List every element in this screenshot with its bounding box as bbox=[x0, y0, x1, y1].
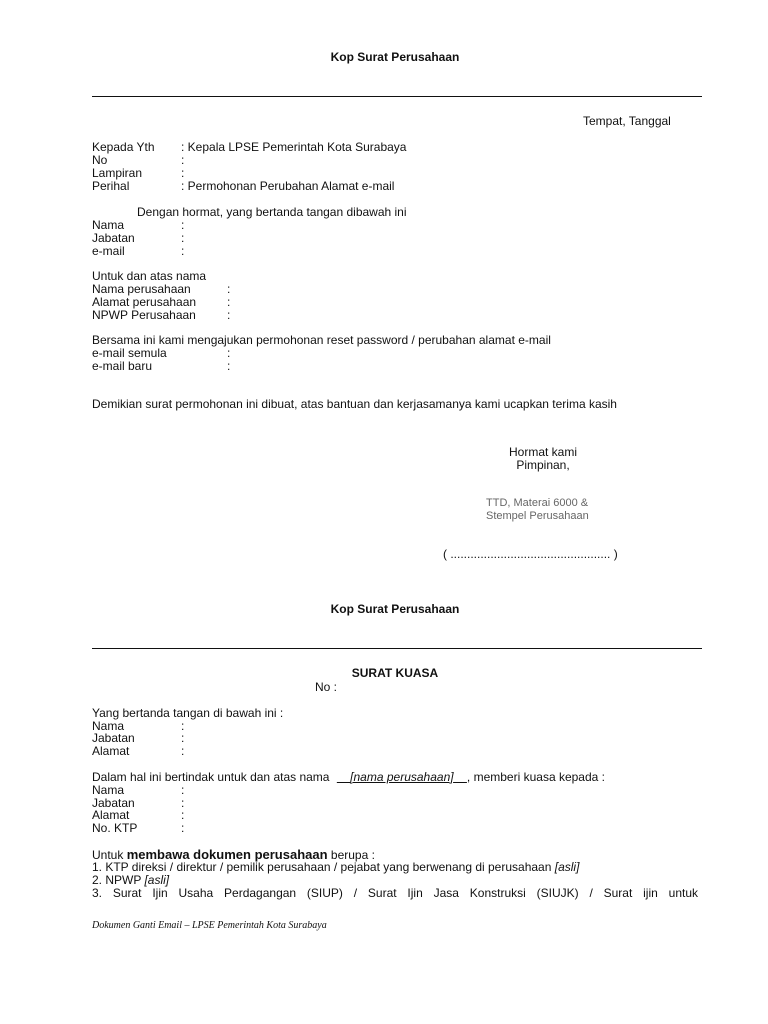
position-text: Pimpinan, bbox=[516, 458, 570, 472]
stamp-note-line2: Stempel Perusahaan bbox=[486, 510, 589, 522]
signer-value-jabatan: : bbox=[181, 231, 185, 245]
email-value-old: : bbox=[227, 346, 231, 360]
header-label-no: No bbox=[92, 153, 108, 167]
signer-label-jabatan: Jabatan bbox=[92, 231, 135, 245]
email-value-new: : bbox=[227, 359, 231, 373]
grantee-label-nama: Nama bbox=[92, 783, 125, 797]
header-label-lampiran: Lampiran bbox=[92, 166, 143, 180]
document-item-2: 2. NPWP [asli] bbox=[92, 873, 170, 887]
grantee-value-nama: : bbox=[181, 783, 185, 797]
email-label-old: e-mail semula bbox=[92, 346, 167, 360]
header-value-no: : bbox=[181, 153, 185, 167]
grantor-value-jabatan: : bbox=[181, 731, 185, 745]
header-value-lampiran: : bbox=[181, 166, 185, 180]
greeting: Dengan hormat, yang bertanda tangan dibawah ini bbox=[137, 205, 407, 219]
signer-value-nama: : bbox=[181, 218, 185, 232]
grantee-label-ktp: No. KTP bbox=[92, 821, 138, 835]
header-value-kepada: : Kepala LPSE Pemerintah Kota Surabaya bbox=[181, 140, 407, 154]
company-label-nama: Nama perusahaan bbox=[92, 282, 191, 296]
signer-value-email: : bbox=[181, 244, 185, 258]
place-date: Tempat, Tanggal bbox=[583, 114, 671, 128]
acting-suffix: , memberi kuasa kepada : bbox=[466, 770, 605, 784]
document-item-2-tag: [asli] bbox=[144, 873, 170, 887]
documents-emphasis: membawa dokumen perusahaan bbox=[126, 847, 328, 862]
email-label-new: e-mail baru bbox=[92, 359, 153, 373]
request-text: Bersama ini kami mengajukan permohonan reset password / perubahan alamat e-mail bbox=[92, 333, 551, 347]
grantee-label-alamat: Alamat bbox=[92, 808, 130, 822]
signer-label-email: e-mail bbox=[92, 244, 125, 258]
header-label-perihal: Perihal bbox=[92, 179, 130, 193]
regards-text: Hormat kami bbox=[508, 445, 577, 459]
company-label-alamat: Alamat perusahaan bbox=[92, 295, 197, 309]
grantor-intro: Yang bertanda tangan di bawah ini : bbox=[92, 706, 284, 720]
grantor-value-nama: : bbox=[181, 719, 185, 733]
grantor-label-jabatan: Jabatan bbox=[92, 731, 135, 745]
company-placeholder: [nama perusahaan] bbox=[350, 770, 454, 784]
surat-kuasa-title: SURAT KUASA bbox=[351, 666, 439, 680]
letter2-kop-title: Kop Surat Perusahaan bbox=[330, 602, 460, 616]
page-footer: Dokumen Ganti Email – LPSE Pemerintah Kota Surabaya bbox=[92, 920, 327, 931]
grantee-value-ktp: : bbox=[181, 821, 185, 835]
documents-intro: Untuk membawa dokumen perusahaan berupa : bbox=[92, 847, 375, 862]
company-value-npwp: : bbox=[227, 308, 231, 322]
document-item-3: 3. Surat Ijin Usaha Perdagangan (SIUP) / Surat Ijin Jasa Konstruksi (SIUJK) / Surat ijin untuk bbox=[92, 886, 698, 900]
company-value-alamat: : bbox=[227, 295, 231, 309]
grantor-label-nama: Nama bbox=[92, 719, 125, 733]
acting-line bbox=[92, 771, 605, 784]
signer-label-nama: Nama bbox=[92, 218, 125, 232]
stamp-note-line1: TTD, Materai 6000 & bbox=[486, 497, 589, 509]
letter1-kop-title: Kop Surat Perusahaan bbox=[330, 50, 460, 64]
grantee-value-jabatan: : bbox=[181, 796, 185, 810]
letter1-header-rule bbox=[92, 96, 702, 97]
acting-prefix: Dalam hal ini bertindak untuk dan atas nama bbox=[92, 770, 330, 784]
grantor-value-alamat: : bbox=[181, 744, 185, 758]
document-item-1: 1. KTP direksi / direktur / pemilik perusahaan / pejabat yang berwenang di perusahaan [asli] bbox=[92, 860, 580, 874]
surat-kuasa-number: No : bbox=[315, 680, 338, 694]
on-behalf-text: Untuk dan atas nama bbox=[92, 269, 207, 283]
grantee-value-alamat: : bbox=[181, 808, 185, 822]
company-value-nama: : bbox=[227, 282, 231, 296]
document-item-1-tag: [asli] bbox=[554, 860, 580, 874]
header-value-perihal: : Permohonan Perubahan Alamat e-mail bbox=[181, 179, 395, 193]
company-label-npwp: NPWP Perusahaan bbox=[92, 308, 196, 322]
signature-blank: ( ................................................ ) bbox=[443, 547, 618, 561]
grantor-label-alamat: Alamat bbox=[92, 744, 130, 758]
header-label-kepada: Kepada Yth bbox=[92, 140, 155, 154]
closing-text: Demikian surat permohonan ini dibuat, atas bantuan dan kerjasamanya kami ucapkan terima kasih bbox=[92, 397, 617, 411]
grantee-label-jabatan: Jabatan bbox=[92, 796, 135, 810]
letter2-header-rule bbox=[92, 648, 702, 649]
